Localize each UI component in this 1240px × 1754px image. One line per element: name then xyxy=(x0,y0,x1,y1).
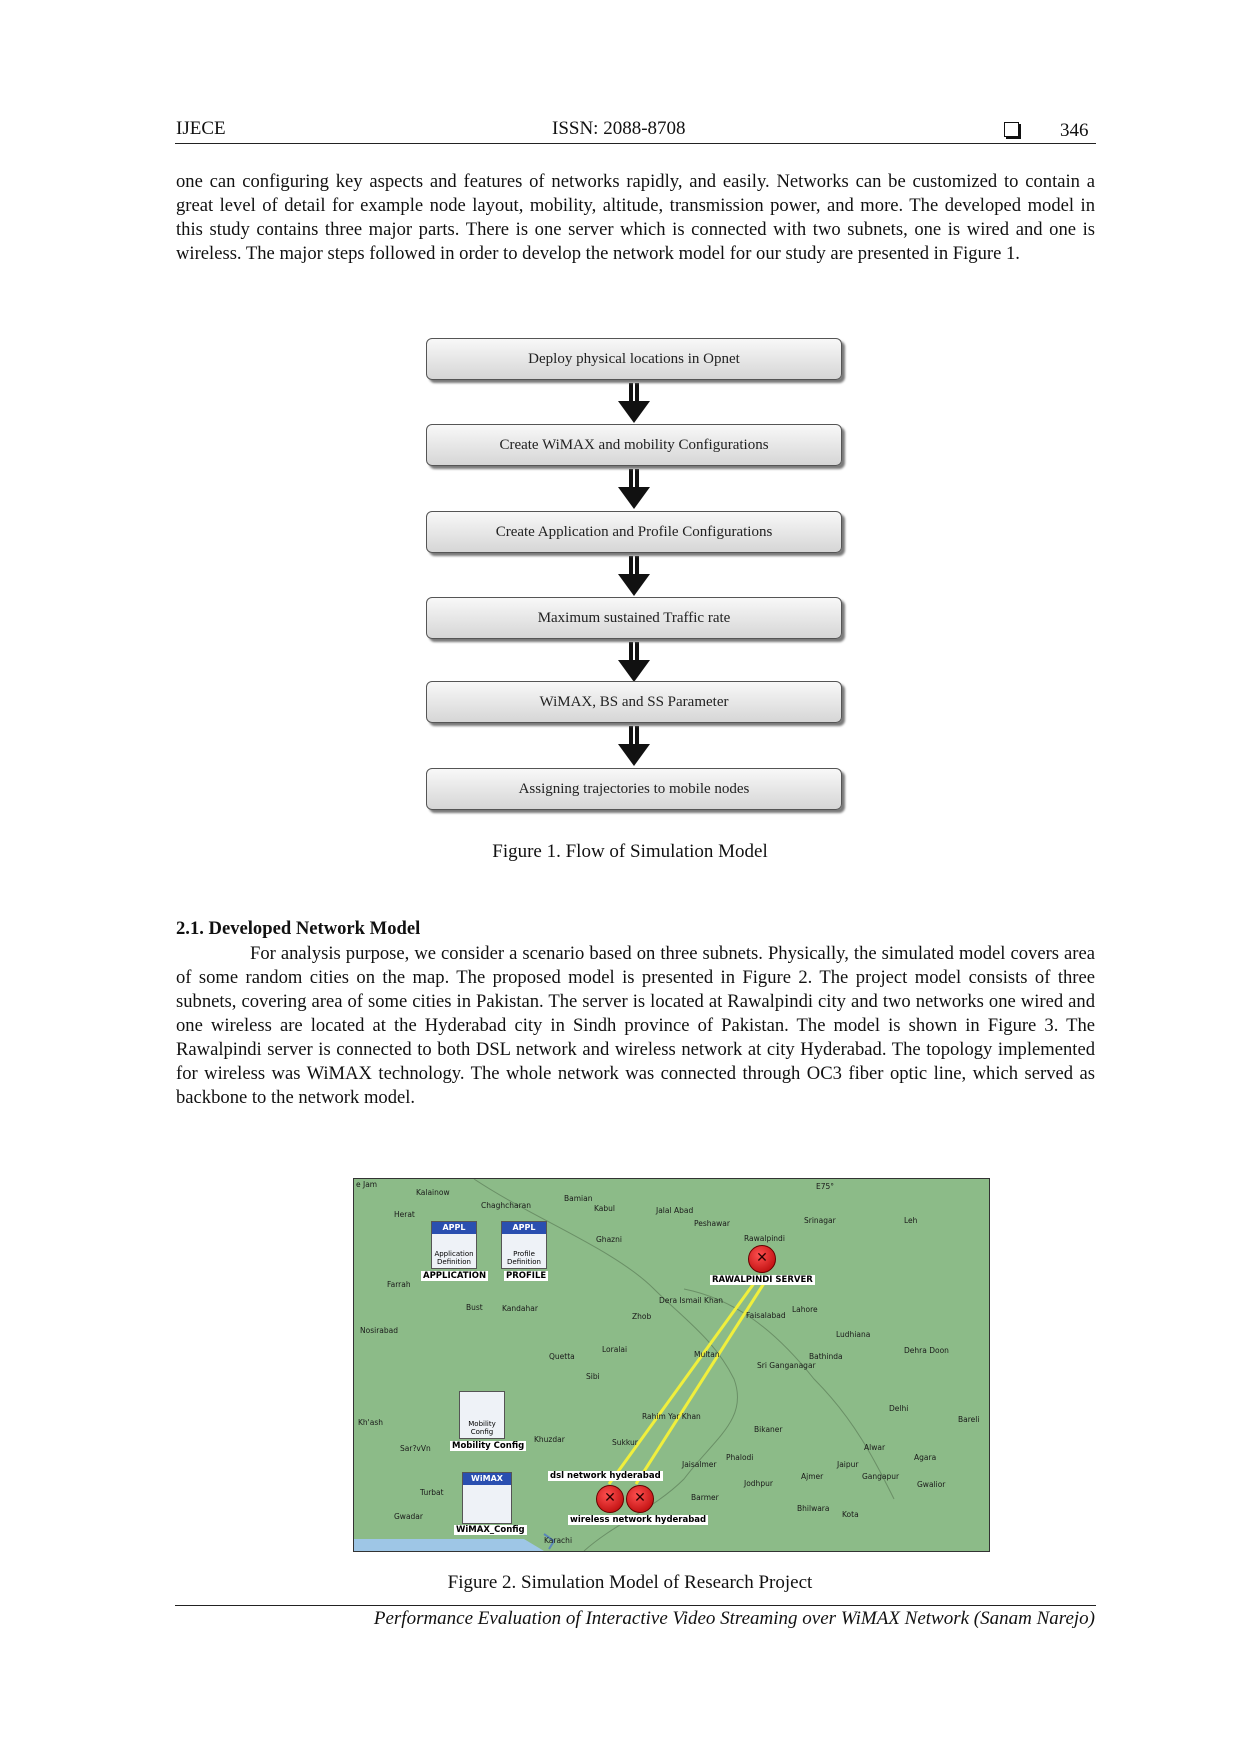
city-label: Leh xyxy=(904,1216,918,1225)
city-label: Gwalior xyxy=(917,1480,946,1489)
flow-step-1: Deploy physical locations in Opnet xyxy=(426,338,842,380)
city-label: Alwar xyxy=(864,1443,886,1452)
dsl-label: dsl network hyderabad xyxy=(550,1471,661,1481)
city-label: Chaghcharan xyxy=(481,1201,532,1210)
section-paragraph-text: For analysis purpose, we consider a scenario based on three subnets. Physically, the simulated model covers area of some random cities on the map. The proposed model is presented in Figure 2. The project model consists of three subnets, covering area of some cities in Pakistan. The server is located at Rawalpindi city and two networks one wired and one wireless are located at the Hyderabad city in Sindh province of Pakistan. The model is shown in Figure 3. The Rawalpindi server is connected to both DSL network and wireless network at city Hyderabad. The topology implemented for wireless was WiMAX technology. The whole network was connected through OC3 fiber optic line, which served as backbone to the network model. xyxy=(176,943,1095,1108)
node-tag: APPL xyxy=(432,1222,476,1234)
city-label: Herat xyxy=(394,1210,415,1219)
city-label: Sar?vVn xyxy=(400,1444,431,1453)
city-label: Sri Ganganagar xyxy=(757,1361,816,1370)
city-label: Gwadar xyxy=(394,1512,423,1521)
city-label: Bikaner xyxy=(754,1425,783,1434)
city-label: Zhob xyxy=(632,1312,652,1321)
city-label: Jodhpur xyxy=(744,1479,773,1488)
section-paragraph xyxy=(176,942,1095,1110)
city-label: Kandahar xyxy=(502,1304,538,1313)
city-label: Farrah xyxy=(387,1280,411,1289)
flow-step-3: Create Application and Profile Configurations xyxy=(426,511,842,553)
node-tag: WiMAX xyxy=(463,1473,511,1485)
flow-step-4: Maximum sustained Traffic rate xyxy=(426,597,842,639)
city-label: Agara xyxy=(914,1453,937,1462)
city-label: Srinagar xyxy=(804,1216,836,1225)
city-label: Ghazni xyxy=(596,1235,622,1244)
city-label: Jalal Abad xyxy=(656,1206,694,1215)
figure-2-caption: Figure 2. Simulation Model of Research Project xyxy=(447,1572,813,1593)
server-router-icon[interactable] xyxy=(748,1245,776,1273)
city-label: Karachi xyxy=(544,1536,573,1545)
flow-arrow-3 xyxy=(618,556,650,596)
footer-rule xyxy=(175,1605,1096,1606)
footer-text: Performance Evaluation of Interactive Video Streaming over WiMAX Network (Sanam Narejo) xyxy=(373,1608,1095,1629)
flow-arrow-5 xyxy=(618,726,650,766)
intro-paragraph-text: one can configuring key aspects and features of networks rapidly, and easily. Networks can be customized to contain a great level of detail for example node layout, mobility, altitude, transmission power, and more. The developed model in this study contains three major parts. There is one server which is connected with two subnets, one is wired and one is wireless. The major steps followed in order to develop the network model for our study are presented in Figure 1. xyxy=(176,171,1095,264)
city-label: Kalainow xyxy=(416,1188,450,1197)
city-label: Multan xyxy=(694,1350,720,1359)
flow-step-2: Create WiMAX and mobility Configurations xyxy=(426,424,842,466)
node-sub: Application Definition xyxy=(434,1250,474,1266)
figure-1-caption: Figure 1. Flow of Simulation Model xyxy=(492,841,768,862)
city-label: Faisalabad xyxy=(746,1311,786,1320)
city-label: Jaipur xyxy=(837,1460,859,1469)
journal-name: IJECE xyxy=(176,118,226,139)
profile-label: PROFILE xyxy=(506,1271,547,1281)
server-label: RAWALPINDI SERVER xyxy=(712,1275,813,1285)
city-label: Ajmer xyxy=(801,1472,824,1481)
flow-step-5: WiMAX, BS and SS Parameter xyxy=(426,681,842,723)
wimax-config-node[interactable] xyxy=(462,1472,512,1524)
wimax-label: WiMAX_Config xyxy=(456,1525,525,1535)
city-label: e Jam xyxy=(356,1180,378,1189)
city-label: Delhi xyxy=(889,1404,909,1413)
issn: ISSN: 2088-8708 xyxy=(552,118,686,139)
city-label: Dera Ismail Khan xyxy=(659,1296,724,1305)
city-label: Quetta xyxy=(549,1352,575,1361)
node-sub: Mobility Config xyxy=(468,1420,496,1436)
city-label: Rawalpindi xyxy=(744,1234,785,1243)
city-label: Peshawar xyxy=(694,1219,730,1228)
city-label: Bhilwara xyxy=(797,1504,830,1513)
application-definition-node[interactable] xyxy=(431,1221,477,1269)
city-label: Bareli xyxy=(958,1415,980,1424)
city-label: Loralai xyxy=(602,1345,628,1354)
city-label: Rahim Yar Khan xyxy=(642,1412,701,1421)
mobility-config-node[interactable] xyxy=(459,1391,505,1439)
city-label: Sibi xyxy=(586,1372,600,1381)
wireless-router-icon[interactable] xyxy=(626,1485,654,1513)
simulation-map xyxy=(353,1178,990,1552)
profile-definition-node[interactable] xyxy=(501,1221,547,1269)
flow-arrow-2 xyxy=(618,469,650,509)
city-label: Bust xyxy=(466,1303,483,1312)
city-label: Sukkur xyxy=(612,1438,638,1447)
city-label: E75° xyxy=(816,1182,835,1191)
city-label: Bathinda xyxy=(809,1352,843,1361)
city-label: Kota xyxy=(842,1510,859,1519)
section-title: 2.1. Developed Network Model xyxy=(176,918,421,939)
mobility-label: Mobility Config xyxy=(452,1441,525,1451)
flow-arrow-1 xyxy=(618,383,650,423)
node-tag: APPL xyxy=(502,1222,546,1234)
city-label: Phalodi xyxy=(726,1453,754,1462)
city-label: Dehra Doon xyxy=(904,1346,949,1355)
page-number: 346 xyxy=(1060,120,1089,141)
city-label: Khuzdar xyxy=(534,1435,565,1444)
city-label: Barmer xyxy=(691,1493,719,1502)
dsl-router-icon[interactable] xyxy=(596,1485,624,1513)
flow-step-6: Assigning trajectories to mobile nodes xyxy=(426,768,842,810)
city-label: Jaisalmer xyxy=(682,1460,717,1469)
city-label: Turbat xyxy=(420,1488,444,1497)
flow-arrow-4 xyxy=(618,642,650,682)
node-sub: Profile Definition xyxy=(507,1250,541,1266)
city-label: Ludhiana xyxy=(836,1330,871,1339)
city-label: Gangapur xyxy=(862,1472,900,1481)
city-label: Bamian xyxy=(564,1194,593,1203)
city-label: Lahore xyxy=(792,1305,818,1314)
city-label: Kabul xyxy=(594,1204,615,1213)
city-label: Nosirabad xyxy=(360,1326,398,1335)
application-label: APPLICATION xyxy=(423,1271,487,1281)
wireless-label: wireless network hyderabad xyxy=(570,1515,707,1525)
city-label: Kh'ash xyxy=(358,1418,383,1427)
